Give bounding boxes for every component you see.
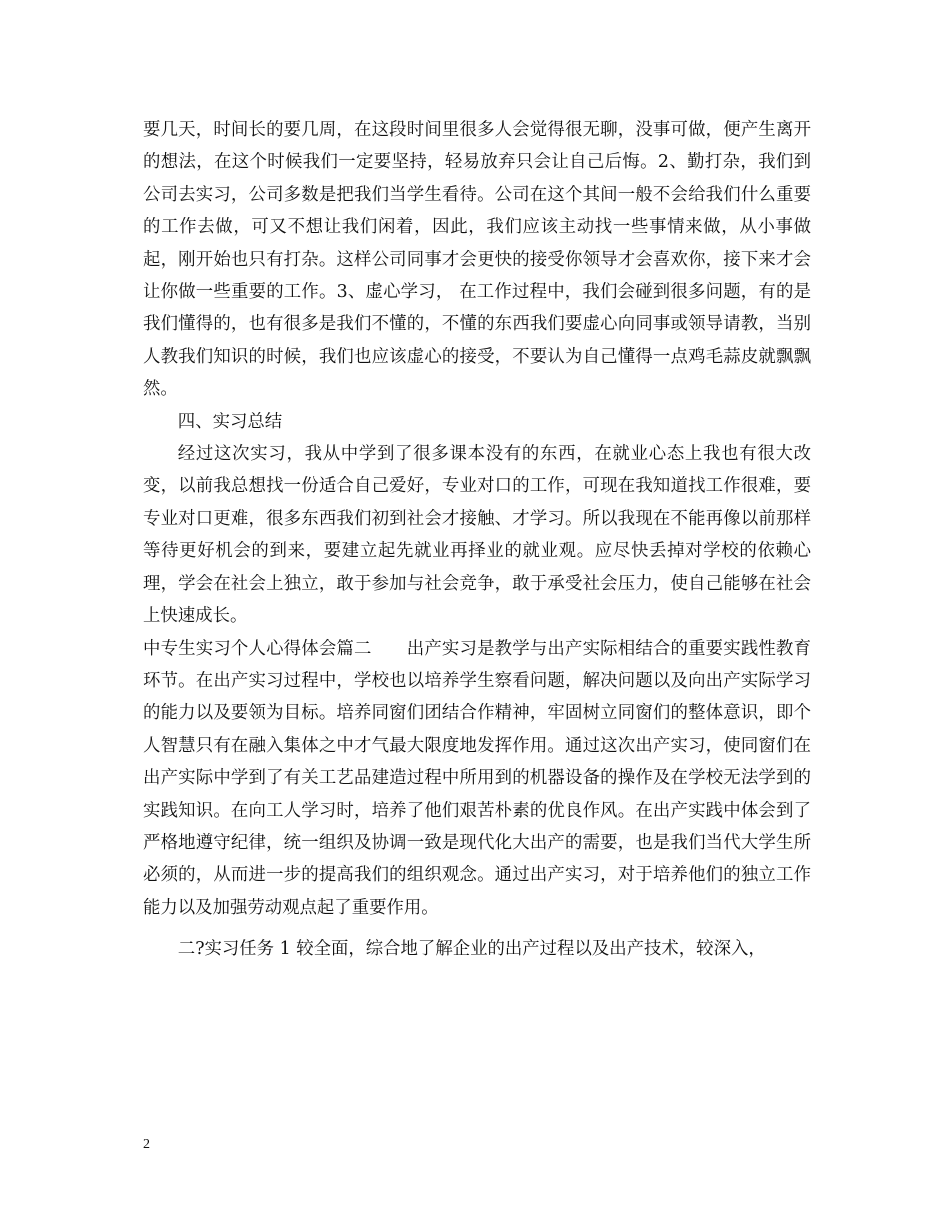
paragraph-tasks: 二?实习任务 1 较全面，综合地了解企业的出产过程以及出产技术，较深入， [177, 939, 766, 960]
body-text [143, 114, 811, 966]
paragraph-article-two: 中专生实习个人心得体会篇二 出产实习是教学与出产实际相结合的重要实践性教育环节。在出产实习过程中，学校也以培养学生察看问题，解决问题以及向出产实际学习的能力以及要领为目标。培养同窗们团结合作精神，牢固树立同窗们的整体意识，即个人智慧只有在融入集体之中才气最大限度地发挥作用。通过这次出产实习，使同窗们在出产实际中学到了有关工艺品建造过程中所用到的机器设备的操作及在学校无法学到的实践知识。在向工人学习时，培养了他们艰苦朴素的优良作风。在出产实践中体会到了严格地遵守纪律，统一组织及协调一致是现代化大出产的需要，也是我们当代大学生所必须的，从而进一步的提高我们的组织观念。通过出产实习，对于培养他们的独立工作能力以及加强劳动观点起了重要作用。 [143, 638, 811, 918]
section-heading: 四、实习总结 [177, 411, 283, 432]
page-number: 2 [143, 1137, 150, 1152]
paragraph-continued: 要几天，时间长的要几周，在这段时间里很多人会觉得很无聊，没事可做，便产生离开的想法，在这个时候我们一定要坚持，轻易放弃只会让自己后悔。2、勤打杂，我们到公司去实习，公司多数是把我们当学生看待。公司在这个其间一般不会给我们什么重要的工作去做，可又不想让我们闲着，因此，我们应该主动找一些事情来做，从小事做起，刚开始也只有打杂。这样公司同事才会更快的接受你领导才会喜欢你，接下来才会让你做一些重要的工作。3、虚心学习， 在工作过程中，我们会碰到很多问题，有的是我们懂得的，也有很多是我们不懂的，不懂的东西我们要虚心向同事或领导请教，当别人教我们知识的时候，我们也应该虚心的接受，不要认为自己懂得一点鸡毛蒜皮就飘飘然。 [143, 120, 811, 400]
paragraph-summary: 经过这次实习，我从中学到了很多课本没有的东西，在就业心态上我也有很大改变，以前我总想找一份适合自己爱好，专业对口的工作，可现在我知道找工作很难，要专业对口更难，很多东西我们初到社会才接触、才学习。所以我现在不能再像以前那样等待更好机会的到来，要建立起先就业再择业的就业观。应尽快丢掉对学校的依赖心理，学会在社会上独立，敢于参加与社会竞争，敢于承受社会压力，使自己能够在社会上快速成长。 [143, 444, 811, 627]
